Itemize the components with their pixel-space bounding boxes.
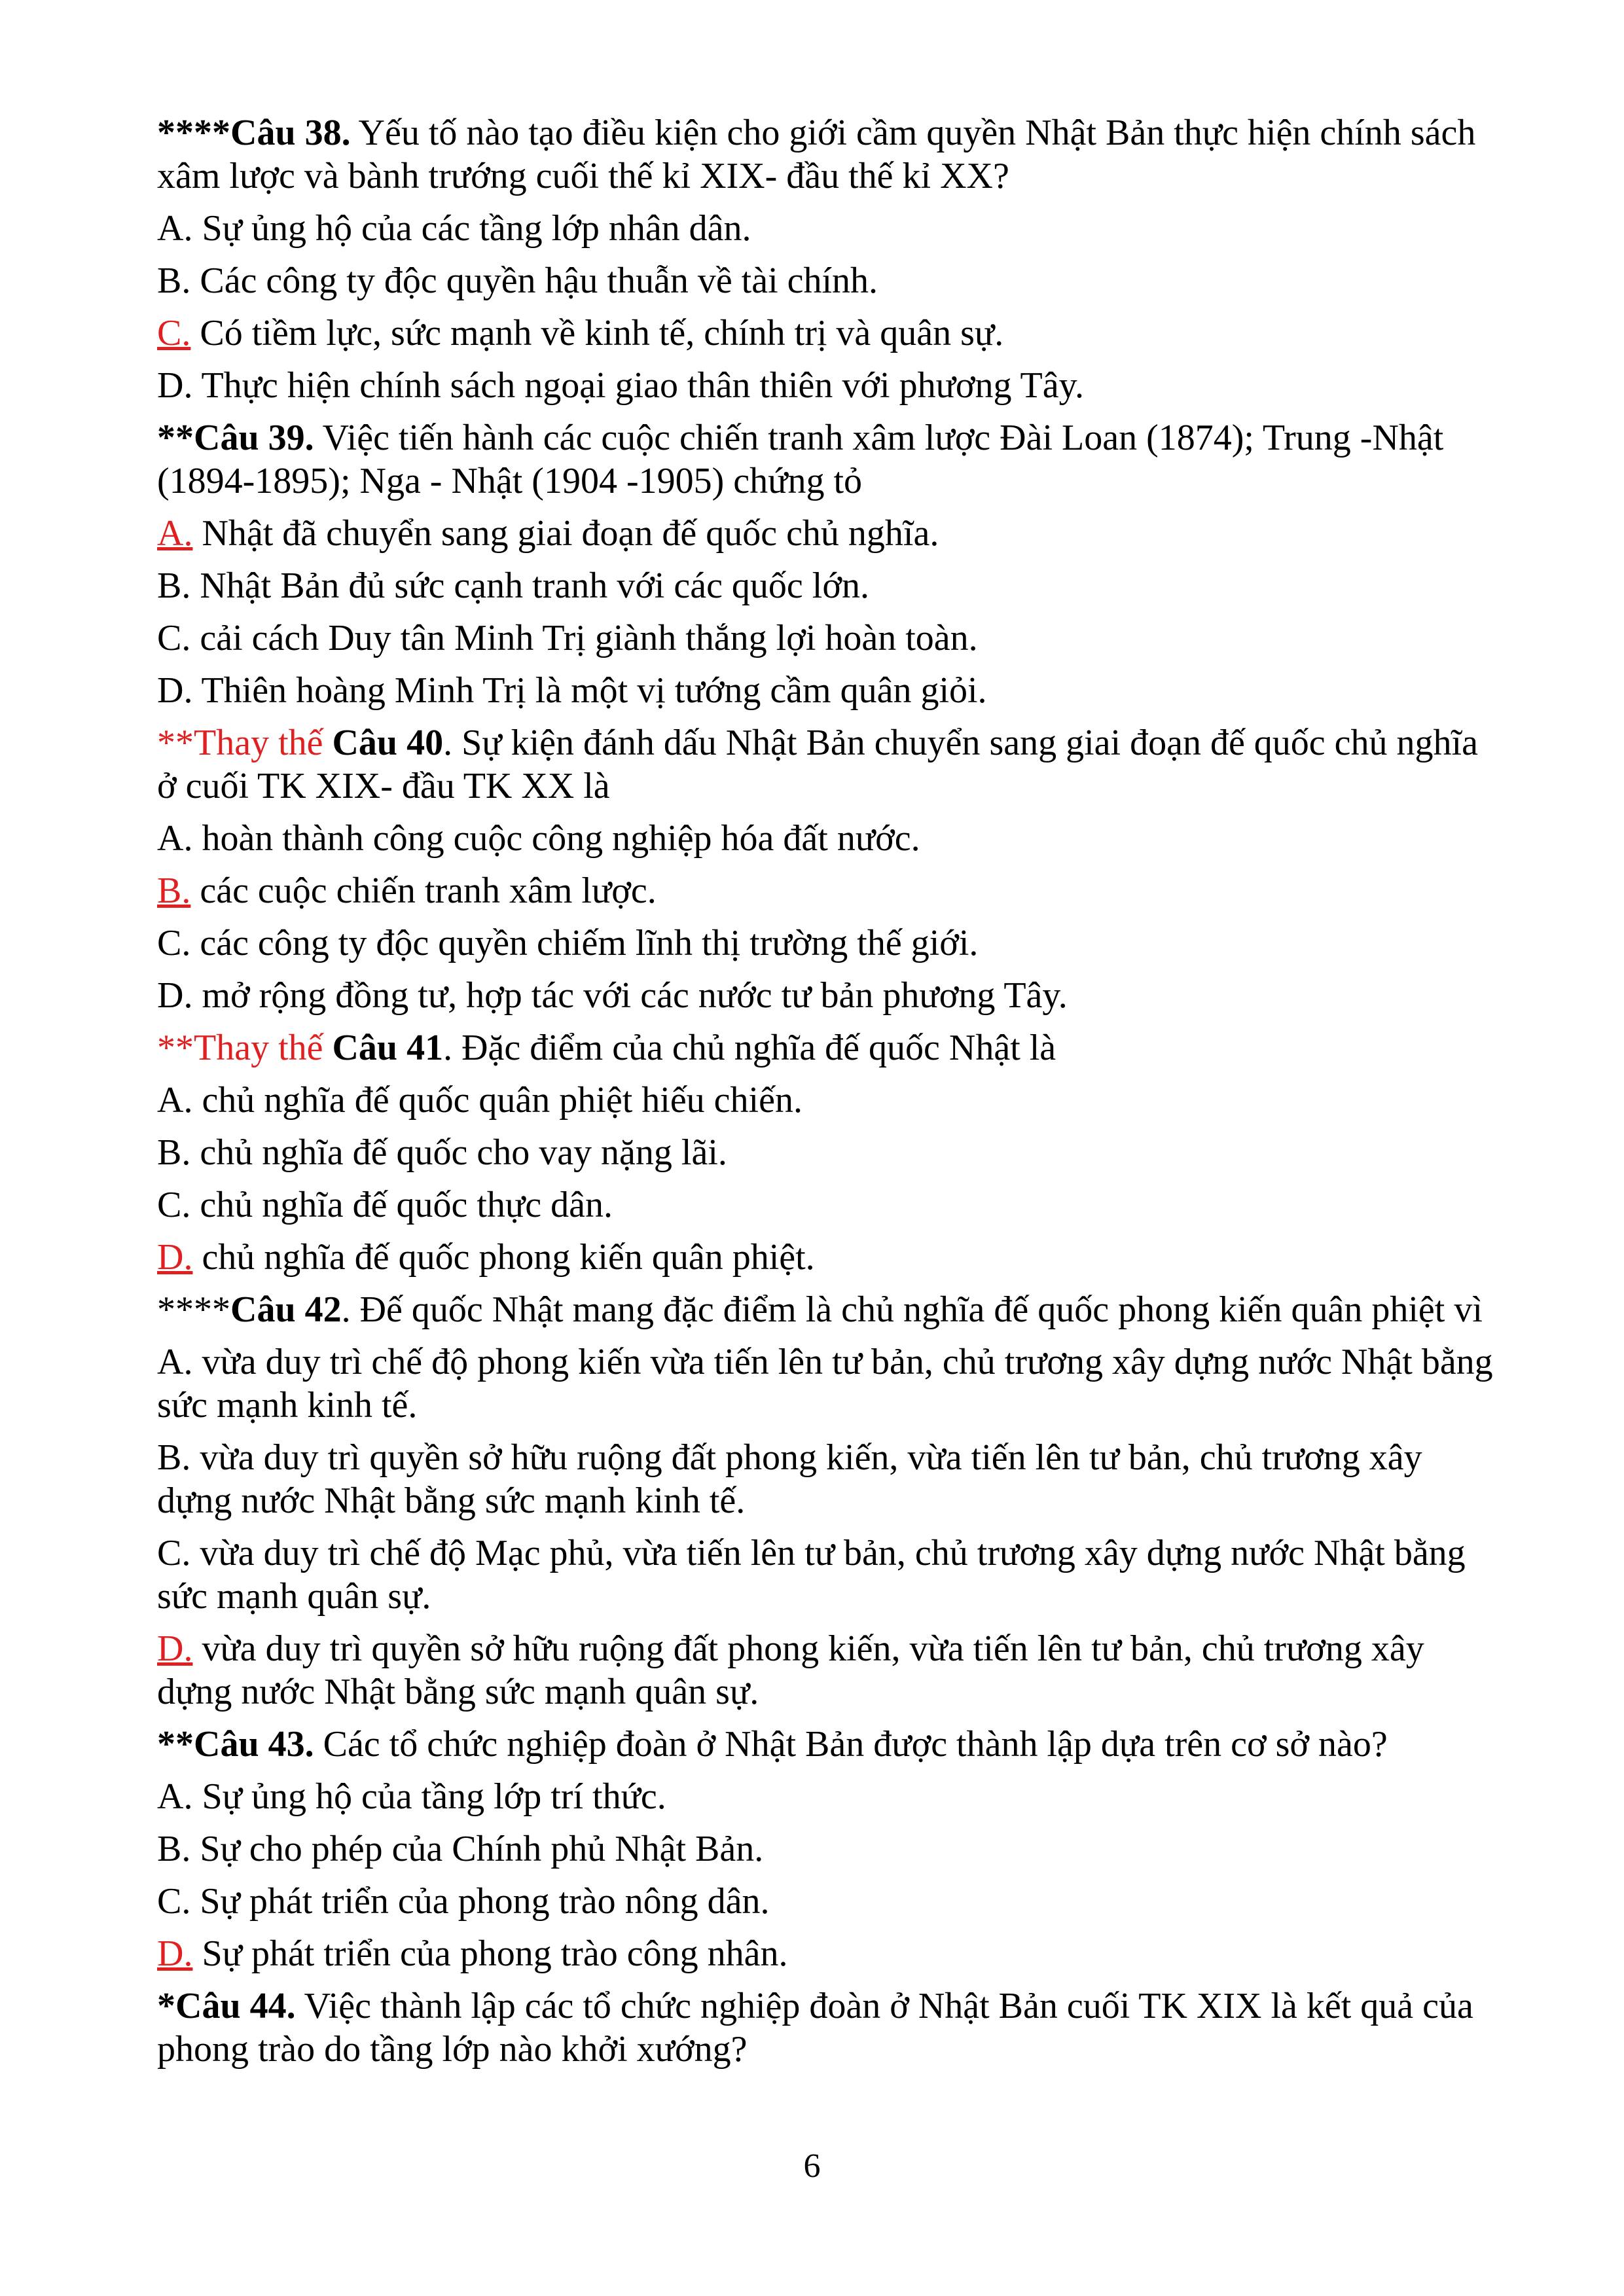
question-stem xyxy=(157,1984,1506,2071)
option-d-correct: D. Sự phát triển của phong trào công nhân. xyxy=(157,1933,788,1974)
option-b: B. Sự cho phép của Chính phủ Nhật Bản. xyxy=(157,1829,764,1869)
question-label: Câu 43. xyxy=(194,1724,314,1765)
question-prefix: ** xyxy=(157,418,194,458)
correct-answer-marker: B. xyxy=(157,870,191,911)
question-prefix: **Thay thế xyxy=(157,1028,333,1068)
question-41 xyxy=(157,1026,1506,1069)
question-stem xyxy=(157,1723,1506,1766)
option-b: B. chủ nghĩa đế quốc cho vay nặng lãi. xyxy=(157,1132,727,1173)
question-40 xyxy=(157,721,1506,808)
question-text: Yếu tố nào tạo điều kiện cho giới cầm quyền Nhật Bản thực hiện chính sách xâm lược và bành trướng cuối thế kỉ XIX- đầu thế kỉ XX? xyxy=(157,113,1476,196)
page-number: 6 xyxy=(803,2147,821,2185)
option-b: B. Các công ty độc quyền hậu thuẫn về tài chính. xyxy=(157,260,878,301)
question-prefix: **Thay thế xyxy=(157,723,333,763)
option-b-correct: B. các cuộc chiến tranh xâm lược. xyxy=(157,870,657,911)
question-38 xyxy=(157,111,1506,198)
option-a: A. Sự ủng hộ của tầng lớp trí thức. xyxy=(157,1776,666,1817)
question-text: . Đế quốc Nhật mang đặc điểm là chủ nghĩa đế quốc phong kiến quân phiệt vì xyxy=(341,1289,1483,1330)
question-39 xyxy=(157,416,1506,503)
question-stem xyxy=(157,416,1506,503)
correct-answer-marker: D. xyxy=(157,1237,193,1278)
question-44 xyxy=(157,1984,1506,2071)
correct-answer-marker: D. xyxy=(157,1628,193,1669)
question-text: . Đặc điểm của chủ nghĩa đế quốc Nhật là xyxy=(443,1028,1056,1068)
option-d-correct: D. chủ nghĩa đế quốc phong kiến quân phiệt. xyxy=(157,1237,815,1278)
option-c: C. Sự phát triển của phong trào nông dân. xyxy=(157,1881,770,1922)
question-text: Các tổ chức nghiệp đoàn ở Nhật Bản được thành lập dựa trên cơ sở nào? xyxy=(314,1724,1388,1765)
correct-answer-marker: A. xyxy=(157,513,193,554)
question-label: Câu 42 xyxy=(230,1289,342,1330)
question-stem xyxy=(157,721,1506,808)
option-b: B. Nhật Bản đủ sức cạnh tranh với các quốc lớn. xyxy=(157,565,869,606)
question-prefix: **** xyxy=(157,113,230,153)
question-label: Câu 39. xyxy=(194,418,314,458)
option-a: A. vừa duy trì chế độ phong kiến vừa tiến lên tư bản, chủ trương xây dựng nước Nhật bằng sức mạnh kinh tế. xyxy=(157,1342,1493,1426)
question-text: Việc thành lập các tổ chức nghiệp đoàn ở Nhật Bản cuối TK XIX là kết quả của phong trào do tầng lớp nào khởi xướng? xyxy=(157,1986,1473,2070)
option-c: C. vừa duy trì chế độ Mạc phủ, vừa tiến lên tư bản, chủ trương xây dựng nước Nhật bằng sức mạnh quân sự. xyxy=(157,1533,1466,1617)
option-a: A. hoàn thành công cuộc công nghiệp hóa đất nước. xyxy=(157,818,920,859)
question-text: Việc tiến hành các cuộc chiến tranh xâm lược Đài Loan (1874); Trung -Nhật (1894-1895); Nga - Nhật (1904 -1905) chứng tỏ xyxy=(157,418,1444,501)
question-prefix: **** xyxy=(157,1289,230,1330)
correct-answer-marker: D. xyxy=(157,1933,193,1974)
question-stem xyxy=(157,111,1506,198)
question-label: Câu 40 xyxy=(332,723,444,763)
option-b: B. vừa duy trì quyền sở hữu ruộng đất phong kiến, vừa tiến lên tư bản, chủ trương xây dựng nước Nhật bằng sức mạnh kinh tế. xyxy=(157,1437,1422,1521)
question-prefix: ** xyxy=(157,1724,194,1765)
question-43 xyxy=(157,1723,1506,1766)
question-label: Câu 41 xyxy=(332,1028,444,1068)
question-prefix: * xyxy=(157,1986,175,2026)
option-c-correct: C. Có tiềm lực, sức mạnh về kinh tế, chính trị và quân sự. xyxy=(157,313,1004,353)
option-a: A. Sự ủng hộ của các tầng lớp nhân dân. xyxy=(157,208,751,249)
question-stem xyxy=(157,1288,1506,1331)
correct-answer-marker: C. xyxy=(157,313,191,353)
option-d: D. mở rộng đồng tư, hợp tác với các nước tư bản phương Tây. xyxy=(157,975,1068,1016)
option-d: D. Thiên hoàng Minh Trị là một vị tướng cầm quân giỏi. xyxy=(157,670,987,711)
question-stem xyxy=(157,1026,1506,1069)
option-c: C. các công ty độc quyền chiếm lĩnh thị trường thế giới. xyxy=(157,923,979,963)
question-label: Câu 44. xyxy=(175,1986,296,2026)
option-c: C. cải cách Duy tân Minh Trị giành thắng lợi hoàn toàn. xyxy=(157,618,978,658)
option-a-correct: A. Nhật đã chuyển sang giai đoạn đế quốc chủ nghĩa. xyxy=(157,513,939,554)
option-c: C. chủ nghĩa đế quốc thực dân. xyxy=(157,1185,613,1225)
question-label: Câu 38. xyxy=(230,113,351,153)
option-d-correct: D. vừa duy trì quyền sở hữu ruộng đất phong kiến, vừa tiến lên tư bản, chủ trương xây dựng nước Nhật bằng sức mạnh quân sự. xyxy=(157,1628,1424,1712)
document-page xyxy=(157,111,1506,2080)
option-d: D. Thực hiện chính sách ngoại giao thân thiên với phương Tây. xyxy=(157,365,1084,406)
question-text: . Sự kiện đánh dấu Nhật Bản chuyển sang giai đoạn đế quốc chủ nghĩa ở cuối TK XIX- đầu TK XX là xyxy=(157,723,1478,806)
option-a: A. chủ nghĩa đế quốc quân phiệt hiếu chiến. xyxy=(157,1080,803,1121)
question-42 xyxy=(157,1288,1506,1331)
